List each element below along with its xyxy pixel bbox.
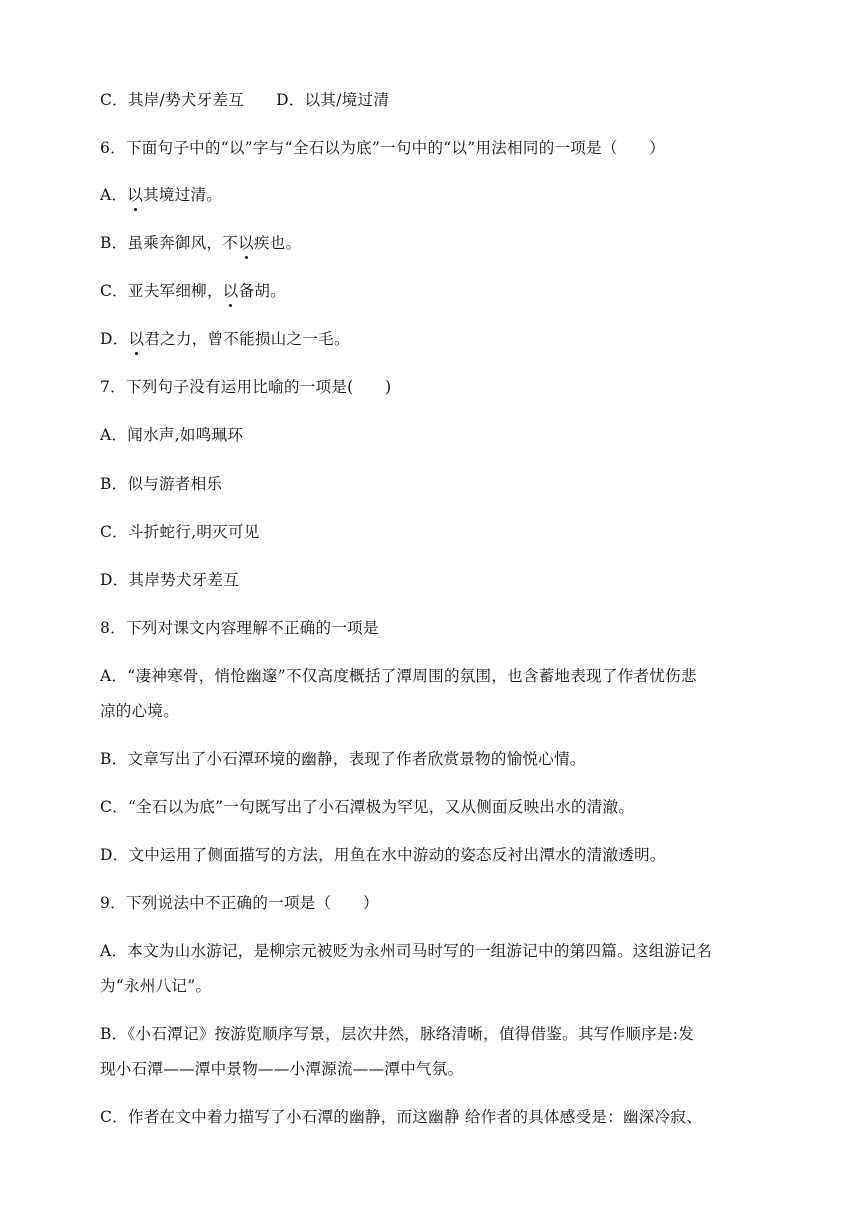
q8-option-c: C．“全石以为底”一句既写出了小石潭极为罕见，又从侧面反映出水的清澈。 bbox=[100, 798, 635, 816]
q8-option-a-cont: 凉的心境。 bbox=[100, 702, 180, 720]
q6-option-a: A．以其境过清。 bbox=[100, 186, 223, 204]
question-6: 6．下面句子中的“以”字与“全石以为底”一句中的“以”用法相同的一项是（ ） bbox=[100, 139, 666, 157]
question-8: 8．下列对课文内容理解不正确的一项是 bbox=[100, 619, 379, 637]
emphasis-char: 以 bbox=[238, 234, 254, 252]
q5-options-cd bbox=[100, 90, 762, 110]
option-c: C．其岸/势犬牙差互 bbox=[100, 91, 245, 109]
q9-option-a-cont: 为“永州八记”。 bbox=[100, 977, 212, 995]
q8-option-b: B．文章写出了小石潭环境的幽静，表现了作者欣赏景物的愉悦心情。 bbox=[100, 750, 586, 768]
q6-option-d: D．以君之力，曾不能损山之一毛。 bbox=[100, 330, 350, 348]
q7-option-a: A．闻水声,如鸣珮环 bbox=[100, 426, 244, 444]
option-d: D．以其/境过清 bbox=[276, 91, 390, 109]
q7-option-b: B．似与游者相乐 bbox=[100, 475, 223, 493]
question-7: 7．下列句子没有运用比喻的一项是( ) bbox=[100, 378, 392, 396]
question-9: 9．下列说法中不正确的一项是（ ） bbox=[100, 894, 379, 912]
q8-option-a: A．“凄神寒骨，悄怆幽邃”不仅高度概括了潭周围的氛围，也含蓄地表现了作者忧伤悲 bbox=[100, 667, 697, 685]
emphasis-char: 以 bbox=[127, 186, 144, 204]
q9-option-b-cont: 现小石潭——潭中景物——小潭源流——潭中气氛。 bbox=[100, 1060, 464, 1078]
q8-option-d: D．文中运用了侧面描写的方法，用鱼在水中游动的姿态反衬出潭水的清澈透明。 bbox=[100, 846, 666, 864]
emphasis-char: 以 bbox=[222, 282, 239, 300]
q9-option-b: B．《小石潭记》按游览顺序写景，层次井然，脉络清晰，值得借鉴。其写作顺序是:发 bbox=[100, 1025, 695, 1043]
q6-option-c: C．亚夫军细柳，以备胡。 bbox=[100, 282, 286, 300]
q7-option-d: D．其岸势犬牙差互 bbox=[100, 571, 240, 589]
emphasis-char: 以 bbox=[128, 330, 145, 348]
q6-option-b: B．虽乘奔御风，不以疾也。 bbox=[100, 234, 302, 252]
q7-option-c: C．斗折蛇行,明灭可见 bbox=[100, 523, 260, 541]
q9-option-a: A．本文为山水游记，是柳宗元被贬为永州司马时写的一组游记中的第四篇。这组游记名 bbox=[100, 942, 712, 960]
q9-option-c: C．作者在文中着力描写了小石潭的幽静，而这幽静 给作者的具体感受是：幽深冷寂、 bbox=[100, 1108, 702, 1126]
